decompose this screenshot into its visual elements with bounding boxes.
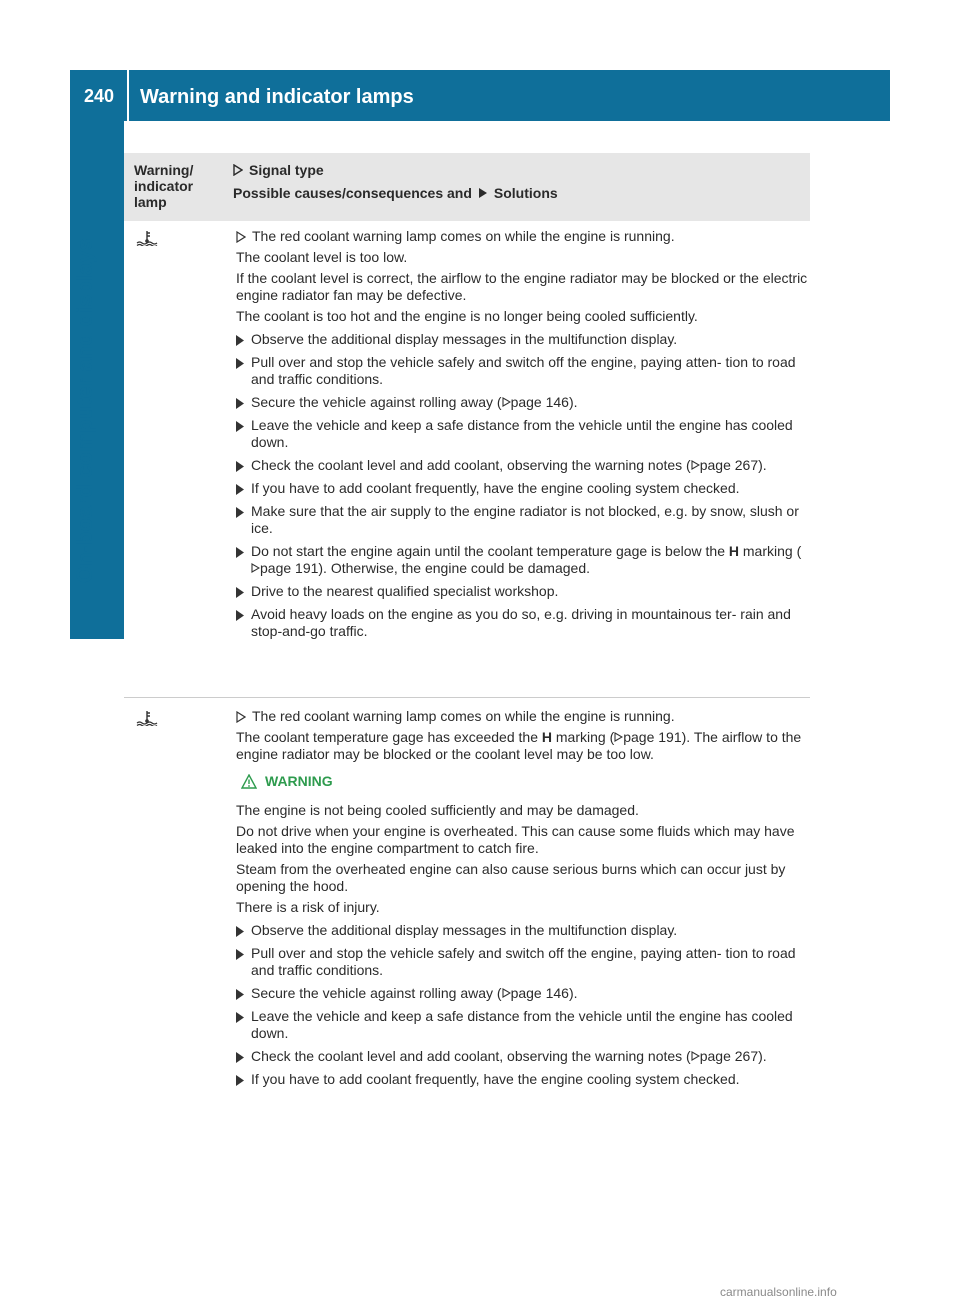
page-title: Warning and indicator lamps xyxy=(140,86,414,108)
page-reference-icon xyxy=(691,1051,700,1061)
cause-text: The coolant is too hot and the engine is no longer being cooled sufficiently. xyxy=(236,308,698,324)
page-reference-icon xyxy=(251,563,260,573)
warning-text: Do not drive when your engine is overheated. This can cause some fluids which may have leaked into the engine compartment to catch fire. xyxy=(236,823,795,856)
solution-step: Check the coolant level and add coolant, observing the warning notes ( page 267). xyxy=(236,1048,808,1065)
page-reference-link[interactable]: page 267). xyxy=(699,1048,767,1064)
row-content xyxy=(236,708,808,1088)
warning-triangle-icon xyxy=(241,774,257,789)
solution-step: Leave the vehicle and keep a safe distance from the vehicle until the engine has cooled down. xyxy=(236,417,808,451)
arrow-right-icon xyxy=(236,1052,244,1063)
column-header-signal xyxy=(233,162,793,201)
table-header xyxy=(124,153,810,221)
solution-step: Pull over and stop the vehicle safely and switch off the engine, paying atten- tion to road and traffic conditions. xyxy=(236,354,808,388)
arrow-right-icon xyxy=(236,1075,244,1086)
solution-step: Observe the additional display messages in the multifunction display. xyxy=(236,331,808,348)
page-reference-link[interactable]: page 146). xyxy=(510,985,578,1001)
cause-text: The coolant temperature gage has exceeded the H marking ( page 191). The airflow to the engine radiator may be blocked or the coolant level may be too low. xyxy=(236,729,802,762)
triangle-right-icon xyxy=(233,164,243,176)
solution-step: Make sure that the air supply to the engine radiator is not blocked, e.g. by snow, slush or ice. xyxy=(236,503,808,537)
triangle-right-icon xyxy=(236,231,246,243)
arrow-right-icon xyxy=(236,484,244,495)
solution-step: Drive to the nearest qualified specialist workshop. xyxy=(236,583,808,600)
triangle-right-icon xyxy=(236,711,246,723)
solution-step: Do not start the engine again until the coolant temperature gage is below the H marking (page 191). Otherwise, the engine could be damaged. xyxy=(236,543,808,577)
causes-label: Possible causes/consequences and xyxy=(233,185,472,201)
solution-step: Leave the vehicle and keep a safe distance from the vehicle until the engine has cooled down. xyxy=(236,1008,808,1042)
row-content xyxy=(236,228,808,640)
solution-step: Secure the vehicle against rolling away ( page 146). xyxy=(236,394,808,411)
row-divider xyxy=(124,697,810,698)
watermark: carmanualsonline.info xyxy=(720,1285,837,1299)
warning-text: The engine is not being cooled sufficiently and may be damaged. xyxy=(236,802,639,818)
signal-type-label: Signal type xyxy=(249,162,324,178)
arrow-right-icon xyxy=(236,335,244,346)
arrow-right-icon xyxy=(236,926,244,937)
solution-step: If you have to add coolant frequently, have the engine cooling system checked. xyxy=(236,1071,808,1088)
page-reference-link[interactable]: page 191). Otherwise, the engine could be damaged. xyxy=(260,560,591,576)
page-reference-icon xyxy=(691,460,700,470)
solution-step: If you have to add coolant frequently, have the engine cooling system checked. xyxy=(236,480,808,497)
arrow-right-icon xyxy=(236,610,244,621)
solution-step: Secure the vehicle against rolling away ( page 146). xyxy=(236,985,808,1002)
warning-label: WARNING xyxy=(265,773,333,789)
arrow-right-icon xyxy=(478,187,488,199)
arrow-right-icon xyxy=(236,1012,244,1023)
page-reference-link[interactable]: page 146). xyxy=(510,394,578,410)
cause-text: The coolant level is too low. xyxy=(236,249,408,265)
warning-text: Steam from the overheated engine can also cause serious burns which can occur just by opening the hood. xyxy=(236,861,786,894)
page-reference-link[interactable]: page 267). xyxy=(699,457,767,473)
coolant-temperature-icon xyxy=(136,710,158,726)
arrow-right-icon xyxy=(236,358,244,369)
arrow-right-icon xyxy=(236,587,244,598)
warning-heading xyxy=(241,773,808,790)
solution-step: Check the coolant level and add coolant, observing the warning notes ( page 267). xyxy=(236,457,808,474)
arrow-right-icon xyxy=(236,547,244,558)
section-label: On-board computer and displays xyxy=(72,238,97,583)
arrow-right-icon xyxy=(236,949,244,960)
page-number: 240 xyxy=(84,86,115,106)
arrow-right-icon xyxy=(236,421,244,432)
page-reference-icon xyxy=(502,988,511,998)
arrow-right-icon xyxy=(236,507,244,518)
page-reference-link[interactable]: page 191). The airflow to the engine radiator may be blocked or the coolant level may be too low. xyxy=(236,729,802,762)
coolant-temperature-icon xyxy=(136,230,158,246)
signal-text: The red coolant warning lamp comes on while the engine is running. xyxy=(252,228,675,244)
cause-text: If the coolant level is correct, the airflow to the engine radiator may be blocked or the electric engine radiator fan may be defective. xyxy=(236,270,808,303)
solution-step: Observe the additional display messages in the multifunction display. xyxy=(236,922,808,939)
page-reference-icon xyxy=(614,732,623,742)
page-reference-icon xyxy=(502,397,511,407)
column-header-lamp: Warning/ indicator lamp xyxy=(134,162,194,210)
solution-step: Avoid heavy loads on the engine as you do so, e.g. driving in mountainous ter- rain and stop-and-go traffic. xyxy=(236,606,808,640)
warning-text: There is a risk of injury. xyxy=(236,899,380,915)
arrow-right-icon xyxy=(236,461,244,472)
solutions-label: Solutions xyxy=(493,185,558,201)
signal-text: The red coolant warning lamp comes on while the engine is running. xyxy=(252,708,675,724)
arrow-right-icon xyxy=(236,989,244,1000)
solution-step: Pull over and stop the vehicle safely and switch off the engine, paying atten- tion to road and traffic conditions. xyxy=(236,945,808,979)
arrow-right-icon xyxy=(236,398,244,409)
header-divider xyxy=(127,70,129,121)
